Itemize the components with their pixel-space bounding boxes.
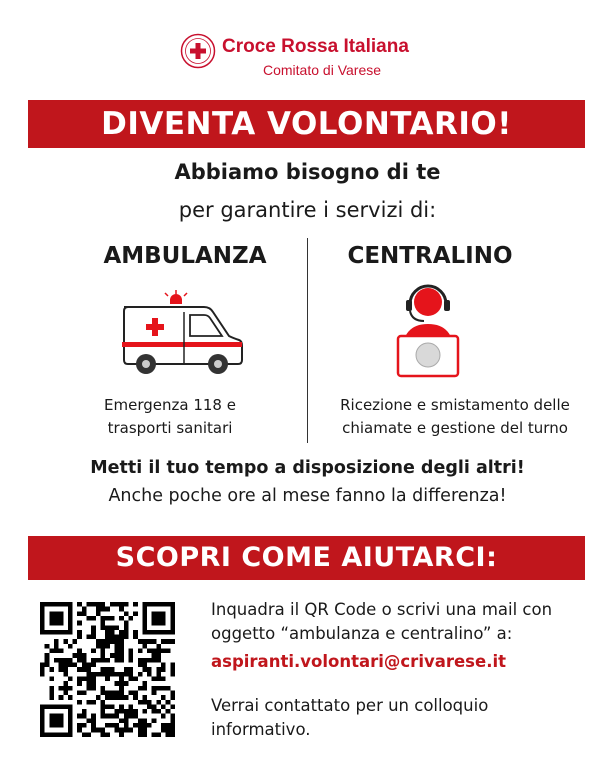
service-title-switchboard: CENTRALINO — [347, 243, 513, 269]
cta-regular: Anche poche ore al mese fanno la differenza! — [108, 486, 507, 506]
service-desc-line: trasporti sanitari — [107, 419, 233, 437]
ambulance-icon — [118, 290, 248, 380]
service-desc-line: Emergenza 118 e — [104, 396, 236, 414]
service-desc-switchboard — [310, 394, 600, 440]
info-line: Inquadra il QR Code o scrivi una mail con — [211, 600, 553, 619]
email-link[interactable]: aspiranti.volontari@crivarese.it — [211, 652, 507, 671]
cta-bold: Metti il tuo tempo a disposizione degli altri! — [90, 458, 525, 478]
headline-bold: Abbiamo bisogno di te — [174, 160, 441, 184]
banner-volunteer: DIVENTA VOLONTARIO! — [28, 100, 585, 148]
service-desc-line: Ricezione e smistamento delle — [340, 396, 570, 414]
service-desc-ambulance — [40, 394, 300, 440]
info-line: Verrai contattato per un colloquio — [211, 696, 489, 715]
banner-discover: SCOPRI COME AIUTARCI: — [28, 536, 585, 580]
red-cross-emblem-icon — [180, 33, 216, 69]
info-line: informativo. — [211, 720, 311, 739]
info-line: oggetto “ambulanza e centralino” a: — [211, 624, 513, 643]
org-committee: Comitato di Varese — [263, 62, 382, 78]
headline-regular: per garantire i servizi di: — [178, 198, 437, 222]
service-desc-line: chiamate e gestione del turno — [342, 419, 568, 437]
service-title-ambulance: AMBULANZA — [103, 243, 267, 269]
qr-code-icon[interactable] — [40, 602, 175, 737]
info-instructions — [211, 598, 591, 646]
org-name: Croce Rossa Italiana — [222, 36, 409, 57]
column-divider — [307, 238, 308, 443]
info-contact — [211, 694, 591, 742]
call-center-operator-icon — [392, 282, 464, 380]
